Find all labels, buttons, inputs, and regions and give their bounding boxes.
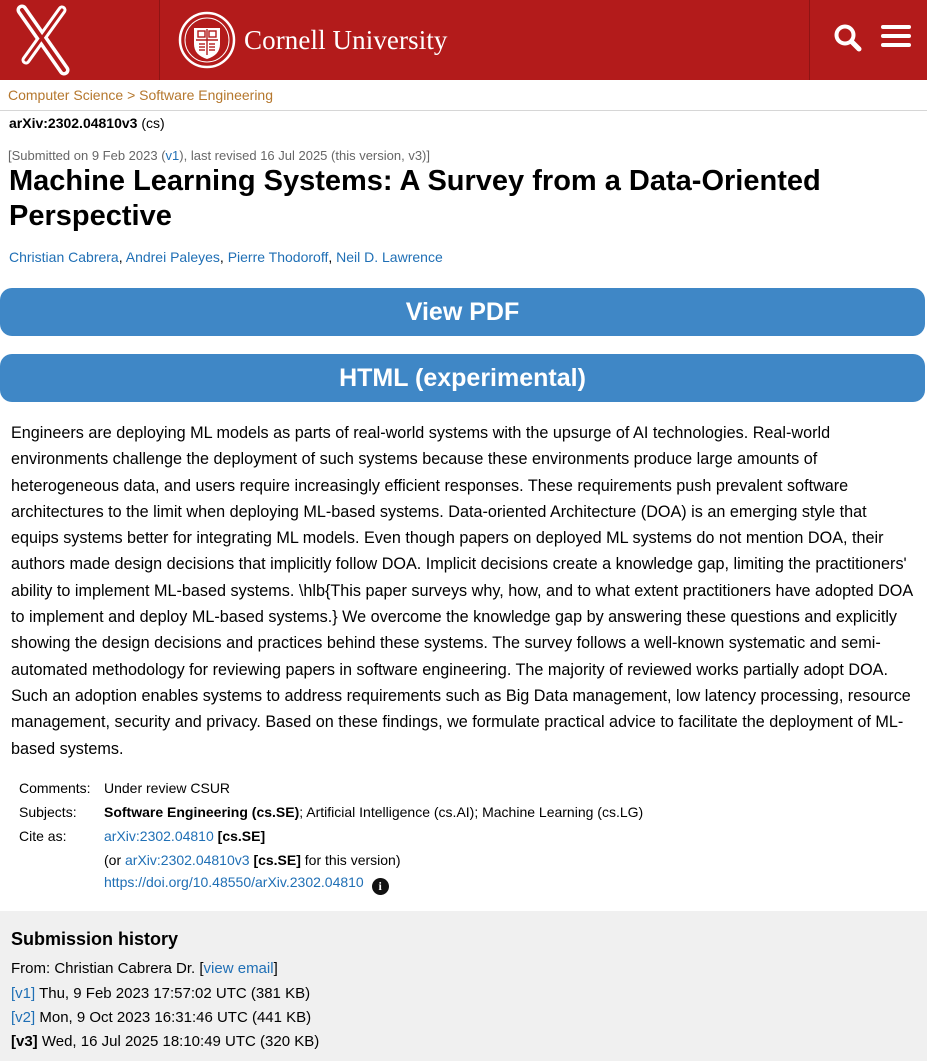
header-divider xyxy=(809,0,810,80)
breadcrumb xyxy=(8,87,273,103)
breadcrumb-separator: > xyxy=(127,87,136,103)
paper-category: (cs) xyxy=(141,115,165,131)
version-link-v1[interactable]: [v1] xyxy=(11,985,36,1002)
info-icon[interactable]: i xyxy=(372,878,389,895)
subjects-value xyxy=(104,804,643,820)
author-link[interactable]: Andrei Paleyes xyxy=(125,249,220,265)
current-version-label: [v3] xyxy=(11,1033,38,1050)
submitter-line xyxy=(11,960,278,977)
v1-link[interactable]: v1 xyxy=(165,148,180,163)
cite-alt-category: [cs.SE] xyxy=(253,852,301,868)
search-icon xyxy=(832,22,864,54)
other-subjects: ; Artificial Intelligence (cs.AI); Machine Learning (cs.LG) xyxy=(299,804,644,820)
paper-title: Machine Learning Systems: A Survey from a Data-Oriented Perspective xyxy=(9,165,821,232)
cite-alt-prefix: (or xyxy=(104,852,125,868)
view-pdf-button[interactable]: View PDF xyxy=(0,288,925,336)
dateline-start: [Submitted on 9 Feb 2023 ( xyxy=(8,148,166,163)
subjects-row xyxy=(19,800,643,824)
version-row xyxy=(11,1009,311,1026)
cornell-seal-icon xyxy=(178,11,236,69)
breadcrumb-computer-science[interactable]: Computer Science xyxy=(8,87,124,103)
version-details: Mon, 9 Oct 2023 16:31:46 UTC (441 KB) xyxy=(35,1009,312,1026)
version-details: Thu, 9 Feb 2023 17:57:02 UTC (381 KB) xyxy=(35,985,311,1002)
search-button[interactable] xyxy=(832,22,864,54)
version-link-v2[interactable]: [v2] xyxy=(11,1009,36,1026)
cite-version-link[interactable]: arXiv:2302.04810v3 xyxy=(125,852,250,868)
breadcrumb-software-engineering[interactable]: Software Engineering xyxy=(139,87,274,103)
hamburger-menu-icon xyxy=(879,22,913,50)
submitter-text: From: Christian Cabrera Dr. [ xyxy=(11,960,204,977)
html-experimental-button[interactable]: HTML (experimental) xyxy=(0,354,925,402)
metadata-table xyxy=(19,776,643,896)
dateline-end: ), last revised 16 Jul 2025 (this version, v3)] xyxy=(179,148,431,163)
institution-name: Cornell University xyxy=(244,24,448,55)
doi-row xyxy=(19,872,643,896)
cite-category: [cs.SE] xyxy=(217,828,266,844)
doi-value xyxy=(104,874,389,895)
cite-row xyxy=(19,824,643,848)
cite-alt-value xyxy=(104,852,401,868)
primary-subject: Software Engineering (cs.SE) xyxy=(104,804,300,820)
cite-label: Cite as: xyxy=(19,828,67,844)
version-details: Wed, 16 Jul 2025 18:10:49 UTC (320 KB) xyxy=(37,1033,320,1050)
comments-row xyxy=(19,776,643,800)
version-row xyxy=(11,1033,319,1050)
menu-button[interactable] xyxy=(879,22,913,50)
author-link[interactable]: Christian Cabrera xyxy=(9,249,119,265)
cornell-brand[interactable] xyxy=(178,8,448,72)
view-email-link[interactable]: view email xyxy=(203,960,274,977)
author-link[interactable]: Pierre Thodoroff xyxy=(227,249,329,265)
paper-id: arXiv:2302.04810v3 xyxy=(9,115,138,131)
cite-id-link[interactable]: arXiv:2302.04810 xyxy=(104,828,214,844)
arxiv-x-logo-icon xyxy=(0,0,160,80)
breadcrumb-divider xyxy=(0,110,927,111)
subjects-label: Subjects: xyxy=(19,804,77,820)
comments-value: Under review CSUR xyxy=(104,780,231,796)
arxiv-logo[interactable] xyxy=(0,0,160,80)
cite-alt-row xyxy=(19,848,643,872)
author-list: Christian Cabrera, Andrei Paleyes, Pierre Thodoroff, Neil D. Lawrence xyxy=(9,249,443,265)
paper-id-line xyxy=(9,115,165,131)
cite-value xyxy=(104,828,265,844)
doi-link[interactable]: https://doi.org/10.48550/arXiv.2302.04810 xyxy=(104,873,364,890)
comments-label: Comments: xyxy=(19,780,91,796)
submitter-close: ] xyxy=(273,960,278,977)
submission-history-heading: Submission history xyxy=(11,929,179,949)
submission-history xyxy=(0,911,927,1061)
top-header xyxy=(0,0,927,80)
author-link[interactable]: Neil D. Lawrence xyxy=(336,249,443,265)
cite-alt-suffix: for this version) xyxy=(300,852,401,868)
version-row xyxy=(11,985,310,1002)
abstract: Engineers are deploying ML models as parts of real-world systems with the upsurge of AI technologies. Real-world environments challenge the deployment of such systems because these environments produce large amounts of heterogeneous data, and users require increasingly efficient responses. These requirements push prevalent software architectures to the limit when deploying ML-based systems. Data-oriented Architecture (DOA) is an emerging style that equips systems better for integrating ML models. Even though papers on deployed ML systems do not mention DOA, their authors made design decisions that implicitly follow DOA. Implicit decisions create a knowledge gap, limiting the practitioners' ability to implement ML-based systems. \hlb{This paper surveys why, how, and to what extent practitioners have adopted DOA to implement and deploy ML-based systems.} We overcome the knowledge gap by answering these questions and explicitly showing the design decisions and practices behind these systems. The survey follows a well-known systematic and semi-automated methodology for reviewing papers in software engineering. The majority of reviewed works partially adopt DOA. Such an adoption enables systems to address requirements such as Big Data management, low latency processing, resource management, security and privacy. Based on these findings, we formulate practical advice to facilitate the deployment of ML-based systems. xyxy=(11,424,913,758)
submission-dateline xyxy=(8,148,430,163)
